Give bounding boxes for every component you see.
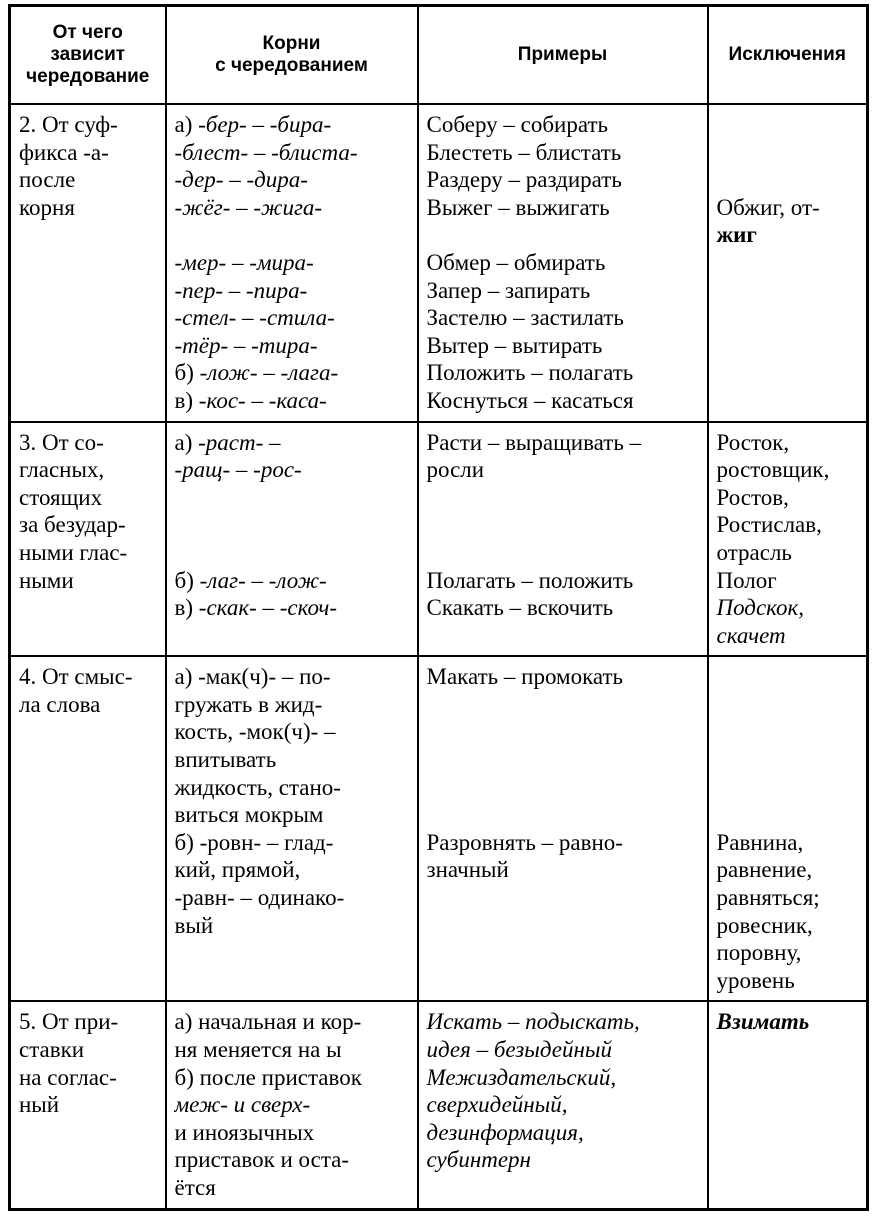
header-examples: Примеры (418, 6, 708, 105)
roots-cell: а) -бер- – -бира- -блест- – -блиста- -дер- – -дира- -жёг- – -жига- -мер- – -мира- -пер- – -пира- -стел- – -стила- -тёр- – -тира- б) -лож- – -лага- в) -кос- – -каса- (166, 104, 418, 422)
table-row (10, 1001, 868, 1209)
exceptions-cell: Обжиг, от- жиг (708, 104, 868, 422)
condition-cell: 3. От со- гласных, стоящих за безудар- ными глас- ными (10, 422, 166, 657)
header-roots: Корни с чередованием (166, 6, 418, 105)
alternation-table (8, 4, 869, 1211)
table-row (10, 422, 868, 657)
condition-cell: 2. От суф- фикса -а- после корня (10, 104, 166, 422)
table-row (10, 104, 868, 422)
roots-cell: а) -мак(ч)- – по- гружать в жид- кость, -мок(ч)- – впитывать жидкость, стано- виться мокрым б) -ровн- – глад- кий, прямой, -равн- – одинако- вый (166, 656, 418, 1001)
table-row (10, 656, 868, 1001)
examples-cell: Искать – подыскать, идея – безыдейный Межиздательский, сверхидейный, дезинформация, субинтерн (418, 1001, 708, 1209)
examples-cell: Макать – промокать Разровнять – равно- значный (418, 656, 708, 1001)
roots-cell: а) -раст- – -ращ- – -рос- б) -лаг- – -лож- в) -скак- – -скоч- (166, 422, 418, 657)
exceptions-cell: Равнина, равнение, равняться; ровесник, поровну, уровень (708, 656, 868, 1001)
examples-cell: Соберу – собирать Блестеть – блистать Раздеру – раздирать Выжег – выжигать Обмер – обмирать Запер – запирать Застелю – застилать Вытер – вытирать Положить – полагать Коснуться – касаться (418, 104, 708, 422)
header-row (10, 6, 868, 105)
condition-cell: 5. От при- ставки на соглас- ный (10, 1001, 166, 1209)
exceptions-cell: Росток, ростовщик, Ростов, Ростислав, отрасль Полог Подскок, скачет (708, 422, 868, 657)
header-dependency: От чего зависит чередование (10, 6, 166, 105)
header-exceptions: Исключения (708, 6, 868, 105)
roots-cell: а) начальная и кор- ня меняется на ы б) после приставок меж- и сверх- и иноязычных приставок и оста- ётся (166, 1001, 418, 1209)
examples-cell: Расти – выращивать – росли Полагать – положить Скакать – вскочить (418, 422, 708, 657)
condition-cell: 4. От смыс- ла слова (10, 656, 166, 1001)
exceptions-cell: Взимать (708, 1001, 868, 1209)
